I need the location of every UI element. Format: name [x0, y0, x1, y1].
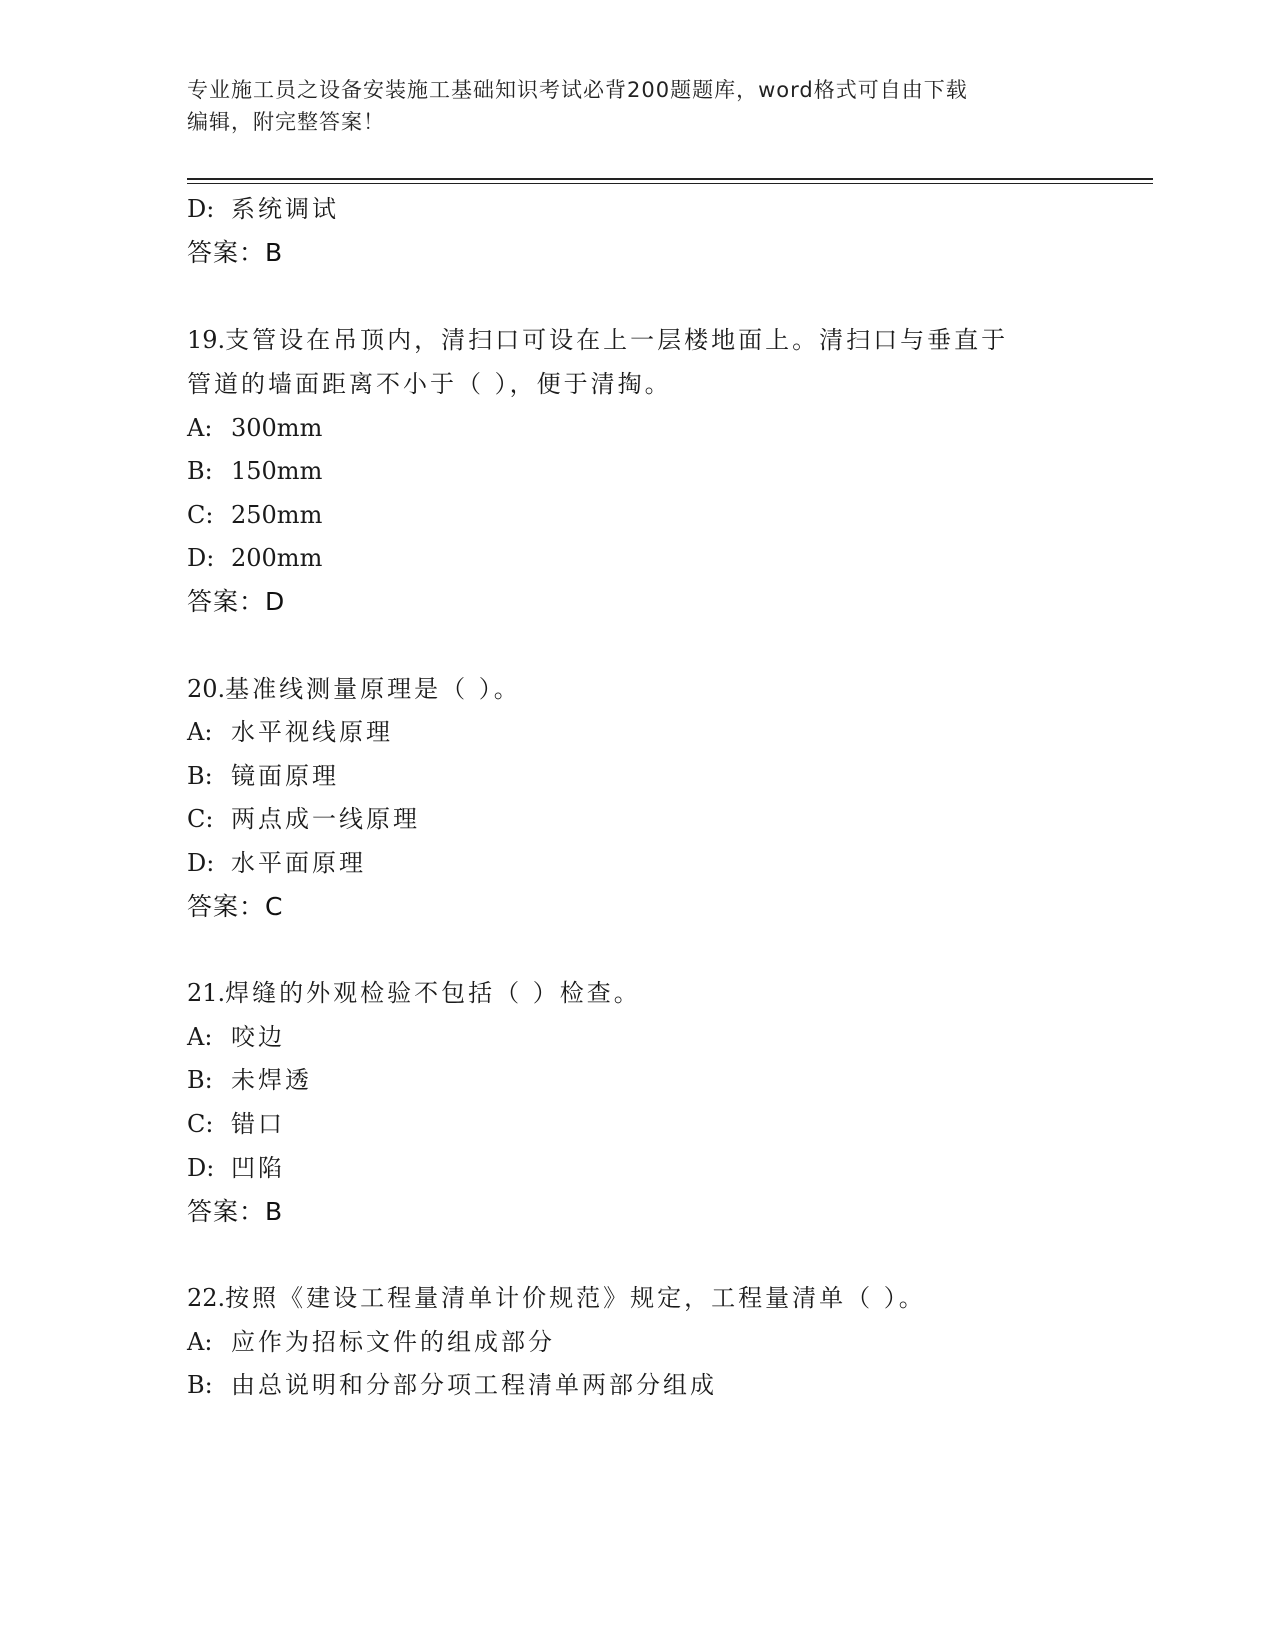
q20-answer: 答案：C: [187, 892, 284, 921]
option-text: 凹陷: [231, 1154, 285, 1182]
option-text: 错口: [231, 1110, 285, 1138]
q20-option-a: [187, 716, 393, 748]
option-text: 应作为招标文件的组成部分: [231, 1328, 555, 1356]
option-text: 150mm: [231, 457, 323, 485]
option-label: B:: [187, 762, 213, 790]
q20-option-d: [187, 847, 366, 879]
prev-option-d: [187, 193, 339, 225]
q19-option-d: [187, 542, 322, 574]
option-text: 咬边: [231, 1023, 285, 1051]
option-label: A:: [187, 1023, 213, 1051]
option-text: 300mm: [231, 414, 323, 442]
document-header: [187, 74, 1087, 138]
q19-option-b: [187, 455, 322, 487]
option-label: D:: [187, 849, 215, 877]
option-label: D:: [187, 195, 215, 223]
option-text: 250mm: [231, 501, 323, 529]
option-text: 未焊透: [231, 1066, 312, 1094]
option-label: A:: [187, 414, 213, 442]
q19-stem-line-2: 管道的墙面距离不小于（ ），便于清掏。: [187, 370, 672, 398]
q21-stem-line-1: [187, 977, 641, 1009]
option-text: 镜面原理: [231, 762, 339, 790]
option-label: C:: [187, 805, 214, 833]
q21-option-d: [187, 1152, 285, 1184]
question-number: 19.: [187, 326, 226, 354]
q20-option-c: [187, 803, 420, 835]
option-label: A:: [187, 718, 213, 746]
q22-option-b: [187, 1369, 717, 1401]
option-label: C:: [187, 501, 214, 529]
q19-option-a: [187, 412, 322, 444]
q21-option-a: [187, 1021, 285, 1053]
option-text: 系统调试: [231, 195, 339, 223]
option-label: A:: [187, 1328, 213, 1356]
option-text: 水平视线原理: [231, 718, 393, 746]
header-rule-thin: [187, 183, 1153, 184]
question-stem: 焊缝的外观检验不包括（ ）检查。: [225, 979, 641, 1007]
q20-option-b: [187, 760, 339, 792]
question-number: 20.: [187, 675, 226, 703]
question-stem: 基准线测量原理是（ ）。: [225, 675, 521, 703]
option-label: C:: [187, 1110, 214, 1138]
option-text: 两点成一线原理: [231, 805, 420, 833]
option-label: B:: [187, 1066, 213, 1094]
prev-answer: 答案：B: [187, 238, 284, 267]
option-text: 水平面原理: [231, 849, 366, 877]
q22-option-a: [187, 1326, 555, 1358]
q21-answer: 答案：B: [187, 1197, 284, 1226]
q20-stem-line-1: [187, 673, 521, 705]
question-number: 21.: [187, 979, 226, 1007]
option-label: D:: [187, 544, 215, 572]
q21-option-c: [187, 1108, 285, 1140]
q21-option-b: [187, 1064, 312, 1096]
option-label: D:: [187, 1154, 215, 1182]
question-stem: 支管设在吊顶内，清扫口可设在上一层楼地面上。清扫口与垂直于: [225, 326, 1009, 354]
option-label: B:: [187, 457, 213, 485]
header-title-line-1: 专业施工员之设备安装施工基础知识考试必背200题题库，word格式可自由下载: [187, 78, 968, 102]
option-text: 200mm: [231, 544, 323, 572]
header-title-line-2: 编辑，附完整答案！: [187, 110, 385, 134]
option-label: B:: [187, 1371, 213, 1399]
option-text: 由总说明和分部分项工程清单两部分组成: [231, 1371, 717, 1399]
q19-stem-line-1: [187, 324, 1008, 356]
header-rule-thick: [187, 178, 1153, 180]
q19-option-c: [187, 499, 322, 531]
question-number: 22.: [187, 1284, 226, 1312]
question-stem: 按照《建设工程量清单计价规范》规定，工程量清单（ ）。: [225, 1284, 926, 1312]
q19-answer: 答案：D: [187, 587, 286, 616]
q22-stem-line-1: [187, 1282, 926, 1314]
